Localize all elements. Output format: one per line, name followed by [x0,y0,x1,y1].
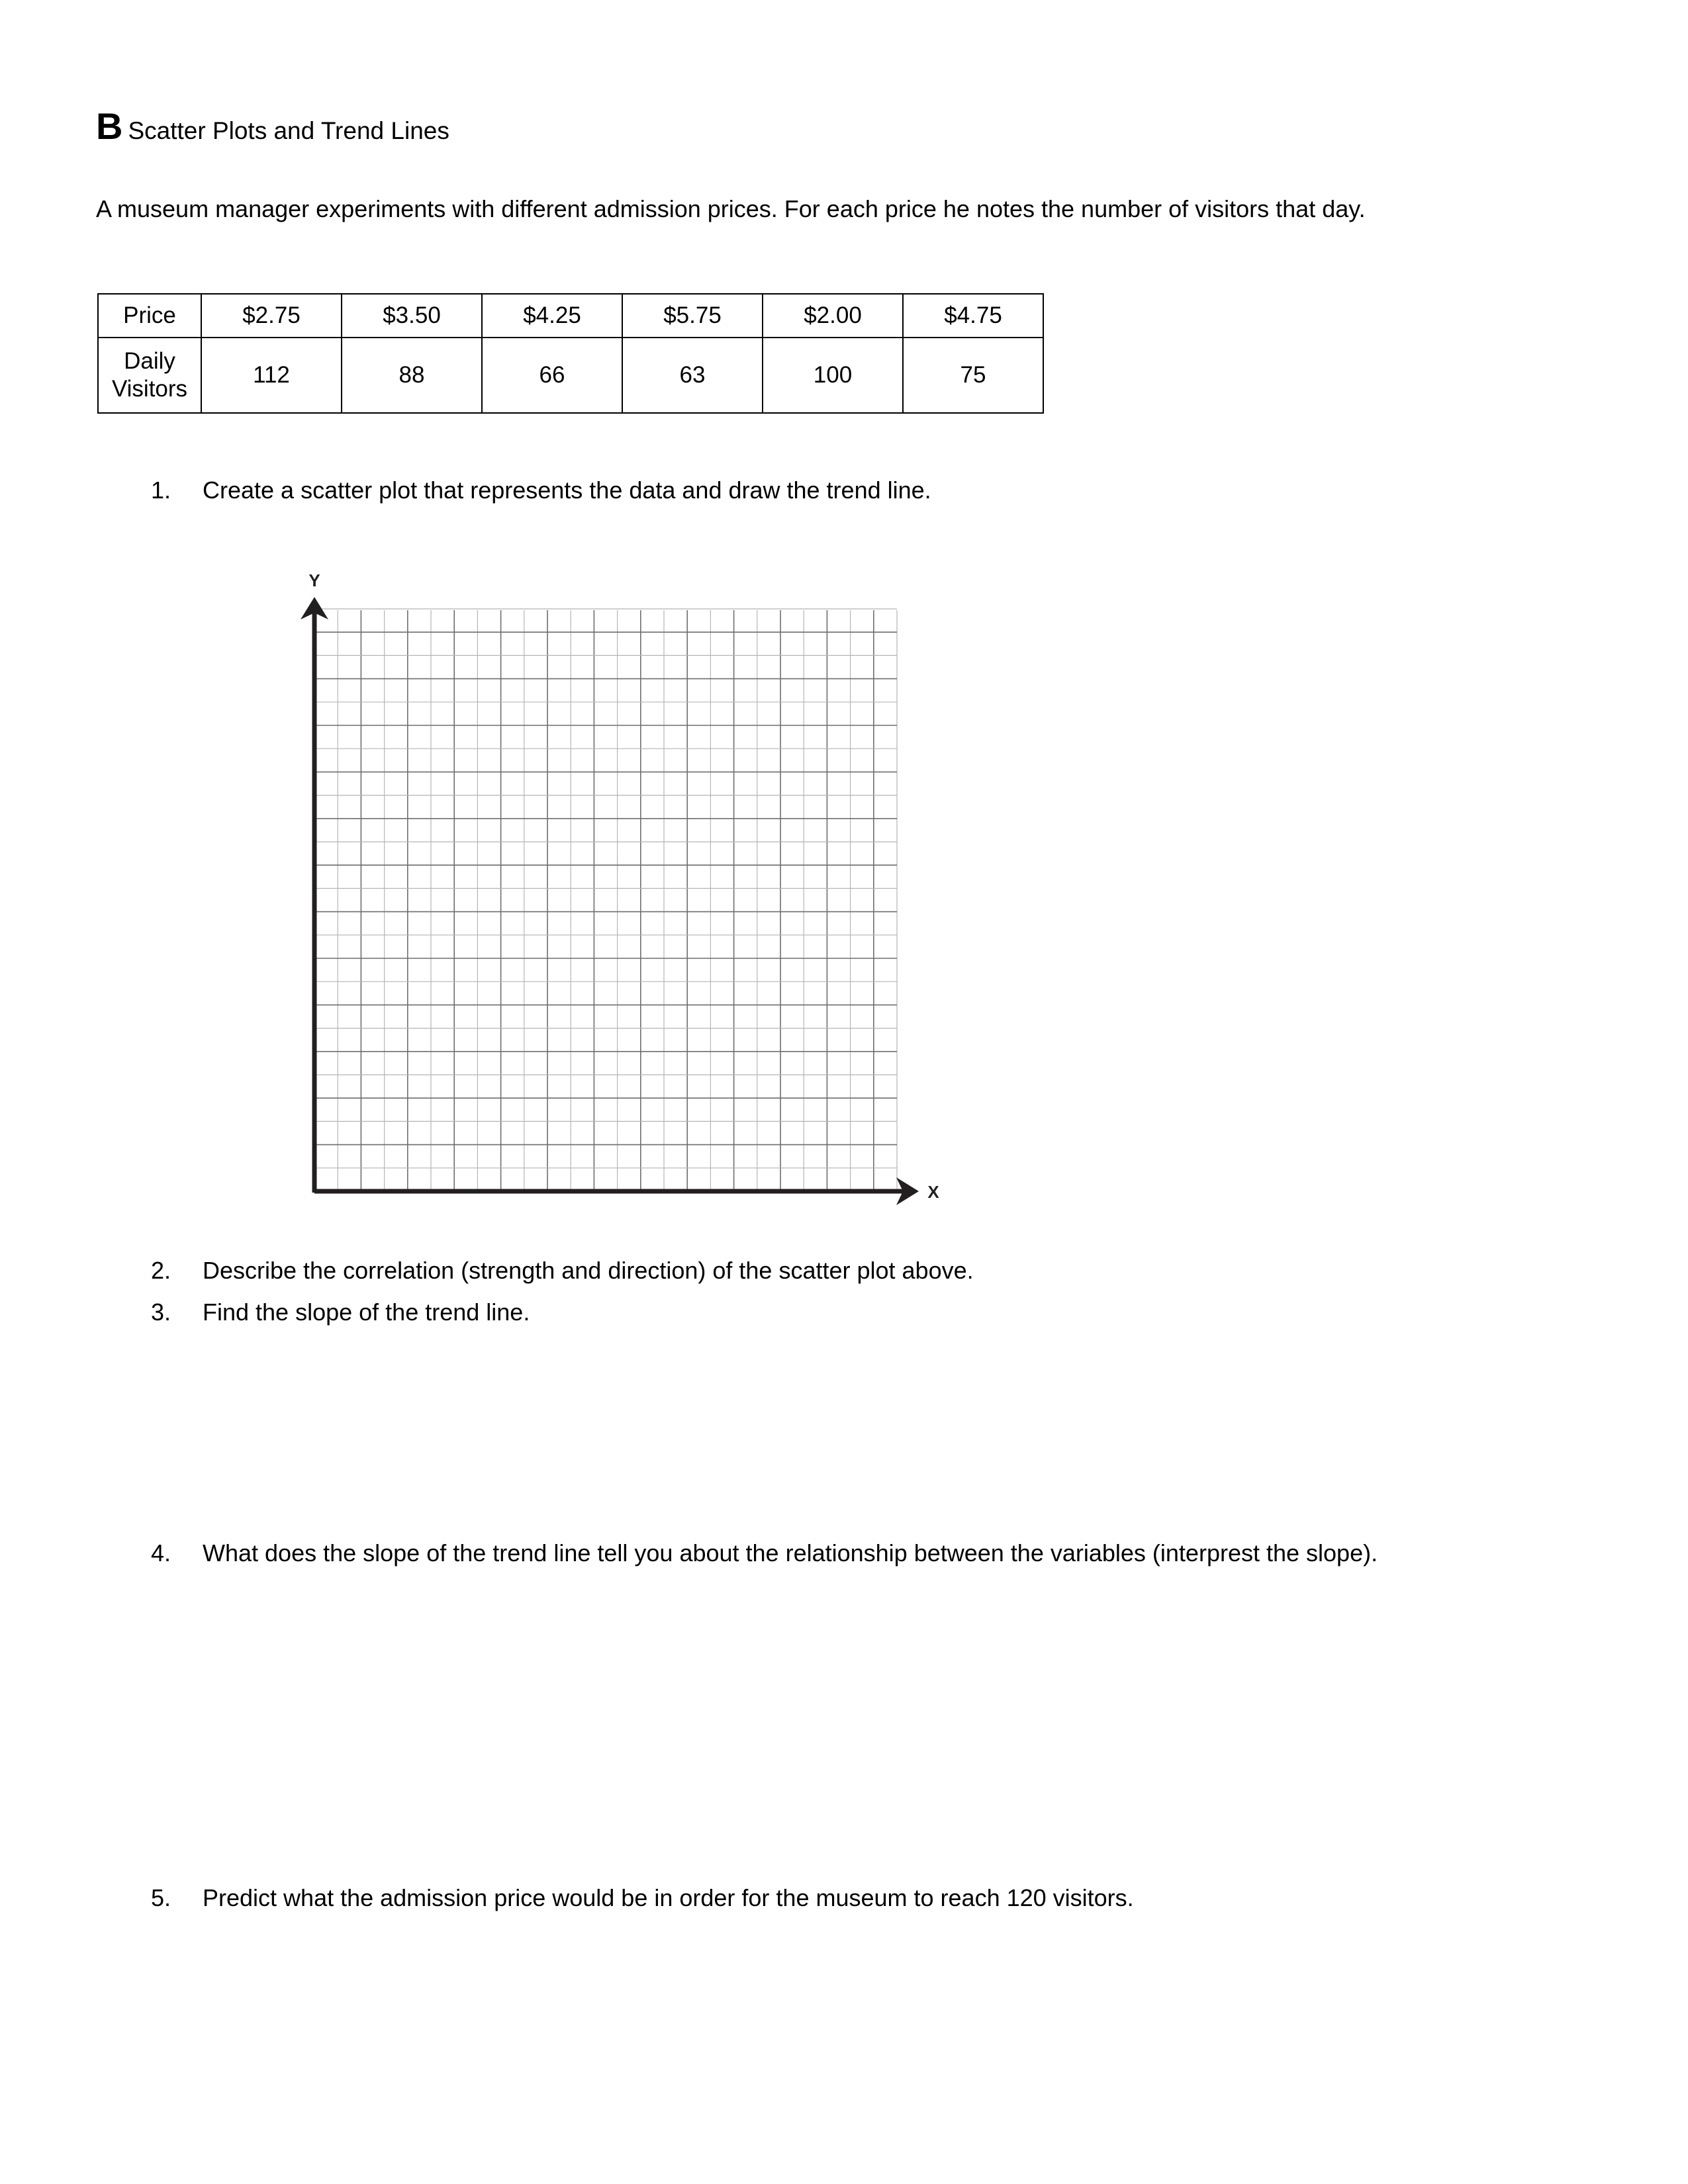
grid-svg [285,556,947,1224]
table-cell-visitors-3: 66 [482,338,622,413]
row-header-price: Price [98,294,201,338]
question-item-3 [151,1297,1508,1328]
table-cell-visitors-6: 75 [903,338,1043,413]
table-cell-price-3: $4.25 [482,294,622,338]
row-header-line1: Daily [124,348,175,374]
table-cell-price-5: $2.00 [763,294,903,338]
question-number-1: 1. [151,477,171,504]
page-title [96,105,449,147]
table-row-visitors [98,338,1043,413]
question-text-4: What does the slope of the trend line tell you about the relationship between the variables (interprest the slope). [203,1539,1378,1567]
table-cell-visitors-1: 112 [201,338,342,413]
data-table [97,293,1044,414]
intro-paragraph: A museum manager experiments with different admission prices. For each price he notes the number of visitors that day. [96,195,1366,222]
question-item-1 [151,475,1508,506]
x-axis-label: X [927,1182,939,1202]
question-text-2: Describe the correlation (strength and direction) of the scatter plot above. [203,1257,974,1284]
question-text-5: Predict what the admission price would be in order for the museum to reach 120 visitors. [203,1884,1134,1911]
table-cell-visitors-5: 100 [763,338,903,413]
question-text-1: Create a scatter plot that represents the data and draw the trend line. [203,477,931,504]
row-header-daily-visitors [98,338,201,413]
question-item-5 [151,1883,1508,1914]
coordinate-grid-plot [285,556,947,1224]
table-cell-visitors-4: 63 [622,338,763,413]
table-cell-visitors-2: 88 [342,338,482,413]
table-cell-price-4: $5.75 [622,294,763,338]
table-cell-price-6: $4.75 [903,294,1043,338]
section-letter: B [96,105,123,147]
grid-lines [314,609,897,1191]
question-number-2: 2. [151,1257,171,1284]
table-cell-price-1: $2.75 [201,294,342,338]
question-number-4: 4. [151,1539,171,1567]
table-row-price [98,294,1043,338]
y-axis-label: Y [308,570,320,590]
table-cell-price-2: $3.50 [342,294,482,338]
row-header-line2: Visitors [111,376,188,402]
question-number-3: 3. [151,1298,171,1326]
question-item-4 [151,1538,1521,1569]
question-text-3: Find the slope of the trend line. [203,1298,530,1326]
page-title-text: Scatter Plots and Trend Lines [128,117,449,144]
question-item-2 [151,1255,1508,1287]
question-number-5: 5. [151,1884,171,1911]
